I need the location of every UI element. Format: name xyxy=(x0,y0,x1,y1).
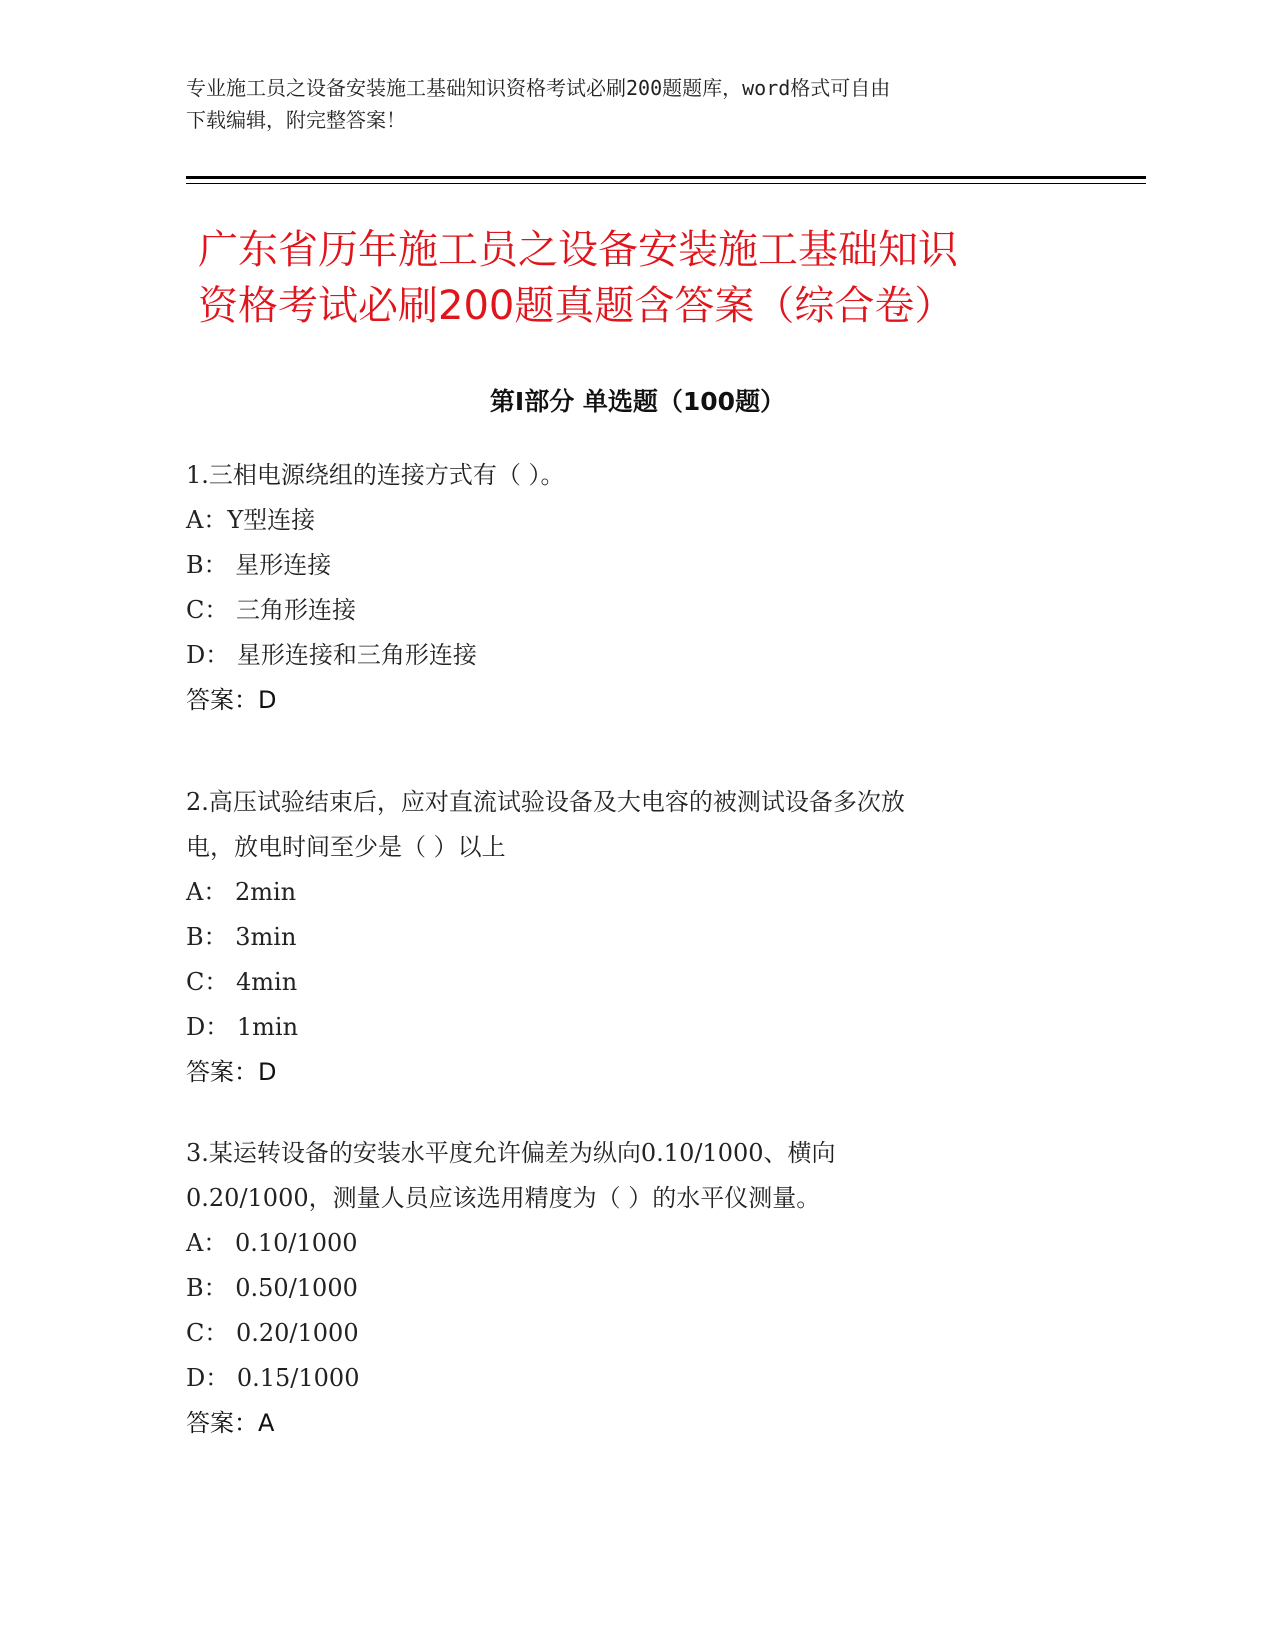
question-3 xyxy=(186,1131,1086,1446)
header-divider-thin xyxy=(186,183,1146,184)
option-c: C： 4min xyxy=(186,968,298,996)
option-a: A： 0.10/1000 xyxy=(186,1229,358,1257)
option-b: B： 0.50/1000 xyxy=(186,1274,358,1302)
question-stem: 电，放电时间至少是（ ）以上 xyxy=(186,833,506,861)
document-title xyxy=(198,222,1158,334)
header-divider xyxy=(186,176,1146,179)
option-a: A：Y型连接 xyxy=(186,506,316,534)
option-c: C： 0.20/1000 xyxy=(186,1319,359,1347)
option-d: D： 0.15/1000 xyxy=(186,1364,360,1392)
option-b: B： 3min xyxy=(186,923,297,951)
question-stem: 0.20/1000，测量人员应该选用精度为（ ）的水平仪测量。 xyxy=(186,1184,821,1212)
header-note xyxy=(186,72,1086,136)
option-d: D： 1min xyxy=(186,1013,299,1041)
header-note-line: 下载编辑，附完整答案！ xyxy=(186,108,406,132)
header-note-line: 专业施工员之设备安装施工基础知识资格考试必刷200题题库，word格式可自由 xyxy=(186,76,891,100)
option-d: D： 星形连接和三角形连接 xyxy=(186,641,477,669)
option-c: C： 三角形连接 xyxy=(186,596,356,624)
question-stem: 3.某运转设备的安装水平度允许偏差为纵向0.10/1000、横向 xyxy=(186,1139,836,1167)
document-title-line: 广东省历年施工员之设备安装施工基础知识 xyxy=(198,227,958,273)
answer: 答案：D xyxy=(186,1058,277,1086)
option-b: B： 星形连接 xyxy=(186,551,332,579)
question-stem: 2.高压试验结束后，应对直流试验设备及大电容的被测试设备多次放 xyxy=(186,788,905,816)
section-heading: 第Ⅰ部分 单选题（100题） xyxy=(489,387,786,416)
question-stem: 1.三相电源绕组的连接方式有（ ）。 xyxy=(186,461,565,489)
document-title-line: 资格考试必刷200题真题含答案（综合卷） xyxy=(198,283,955,329)
answer: 答案：A xyxy=(186,1409,275,1437)
question-1 xyxy=(186,453,1086,723)
question-2 xyxy=(186,780,1086,1095)
answer: 答案：D xyxy=(186,686,277,714)
option-a: A： 2min xyxy=(186,878,297,906)
